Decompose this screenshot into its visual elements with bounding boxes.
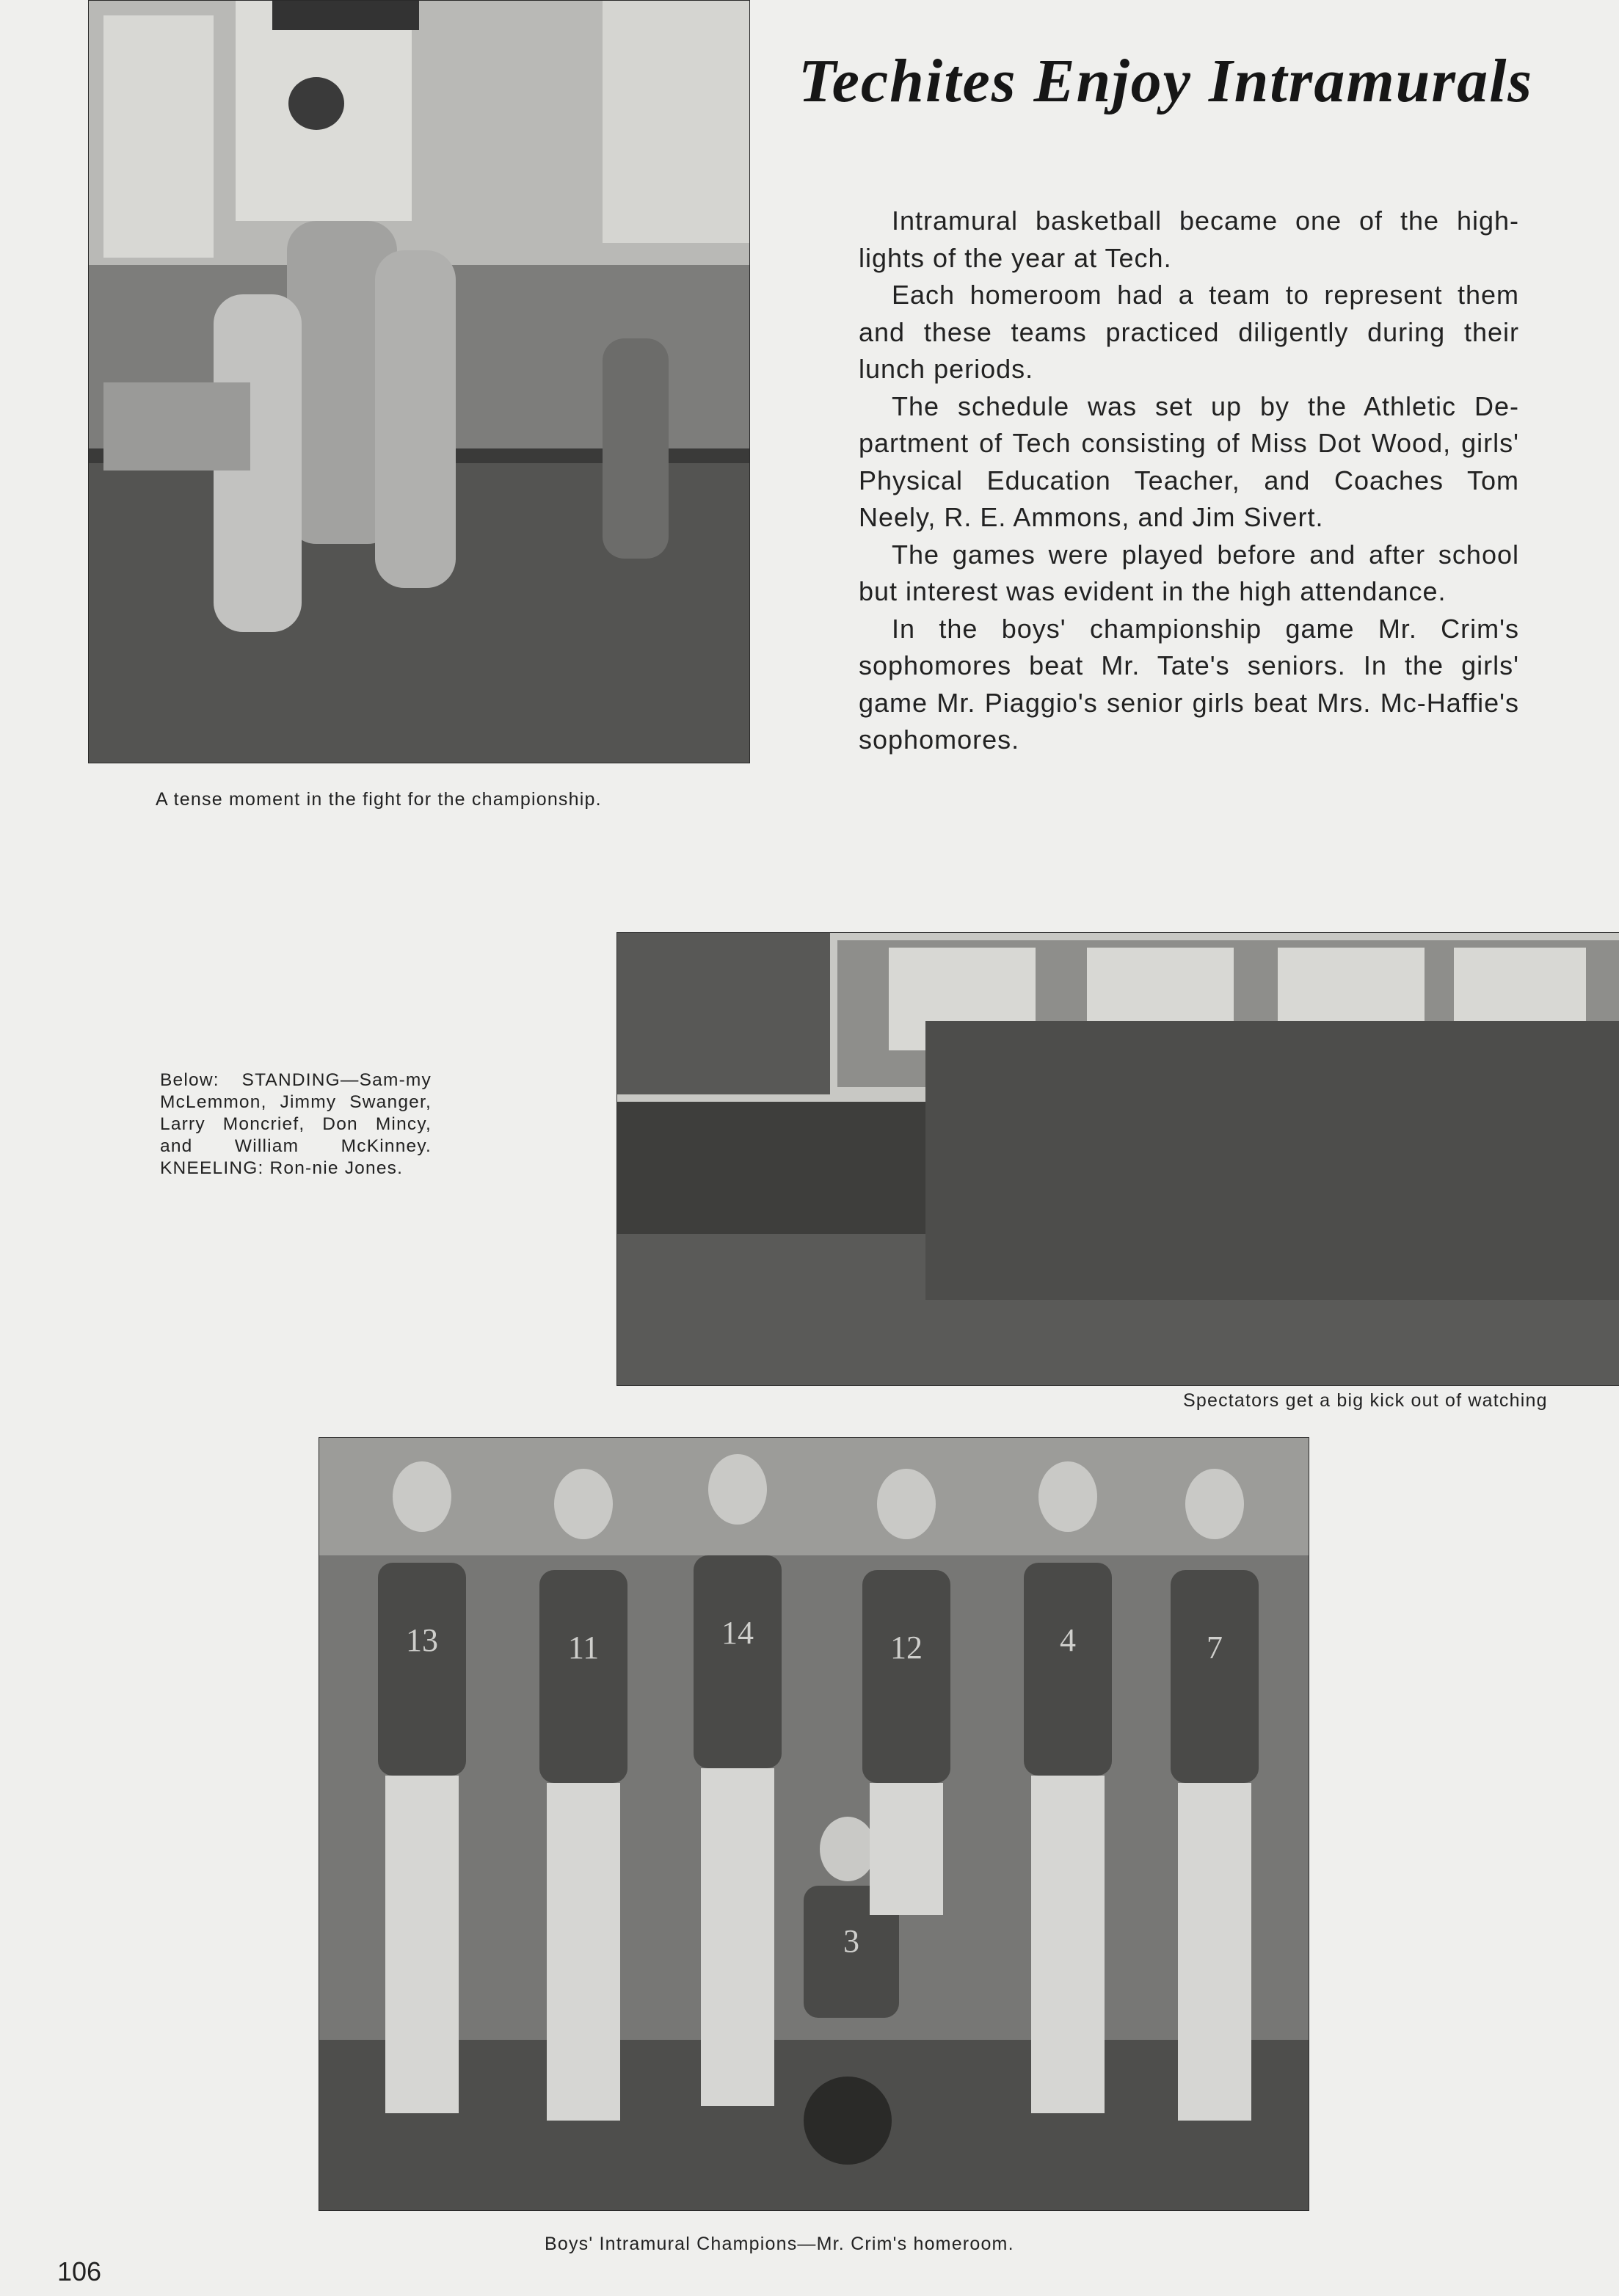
paragraph: The games were played before and after school but interest was evident in the high attendance. xyxy=(859,539,1519,606)
paragraph: Each homeroom had a team to represent them and these teams practiced diligently during their lunch periods. xyxy=(859,280,1519,384)
jersey-number: 13 xyxy=(406,1622,438,1658)
page-title: Techites Enjoy Intramurals xyxy=(798,47,1534,115)
jersey-number: 12 xyxy=(890,1630,923,1665)
paragraph: The schedule was set up by the Athletic De-partment of Tech consisting of Miss Dot Wood, girls' Physical Education Teacher, and Coaches Tom Neely, R. E. Ammons, and Jim Sivert. xyxy=(859,390,1519,532)
jersey-number: 7 xyxy=(1207,1630,1223,1665)
team-photo xyxy=(319,1437,1309,2211)
basketball-caption: A tense moment in the fight for the championship. xyxy=(156,789,602,810)
spectators-caption: Spectators get a big kick out of watching xyxy=(1183,1390,1548,1411)
jersey-number: 11 xyxy=(567,1630,600,1665)
basketball-photo xyxy=(88,0,750,763)
team-caption: Boys' Intramural Champions—Mr. Crim's homeroom. xyxy=(545,2234,1014,2254)
jersey-number: 4 xyxy=(1060,1622,1076,1658)
page-number: 106 xyxy=(57,2256,102,2286)
paragraph: In the boys' championship game Mr. Crim's sophomores beat Mr. Tate's seniors. In the girls' game Mr. Piaggio's senior girls beat Mrs. Mc-Haffie's sophomores. xyxy=(859,613,1519,755)
jersey-number: 3 xyxy=(843,1923,859,1959)
team-side-caption: Below: STANDING—Sam-my McLemmon, Jimmy Swanger, Larry Moncrief, Don Mincy, and William McKinney. KNEELING: Ron-nie Jones. xyxy=(160,1070,432,1178)
article-body xyxy=(859,203,1519,759)
jersey-number: 14 xyxy=(721,1615,754,1651)
paragraph: Intramural basketball became one of the high-lights of the year at Tech. xyxy=(859,206,1519,273)
spectators-photo xyxy=(616,932,1619,1386)
